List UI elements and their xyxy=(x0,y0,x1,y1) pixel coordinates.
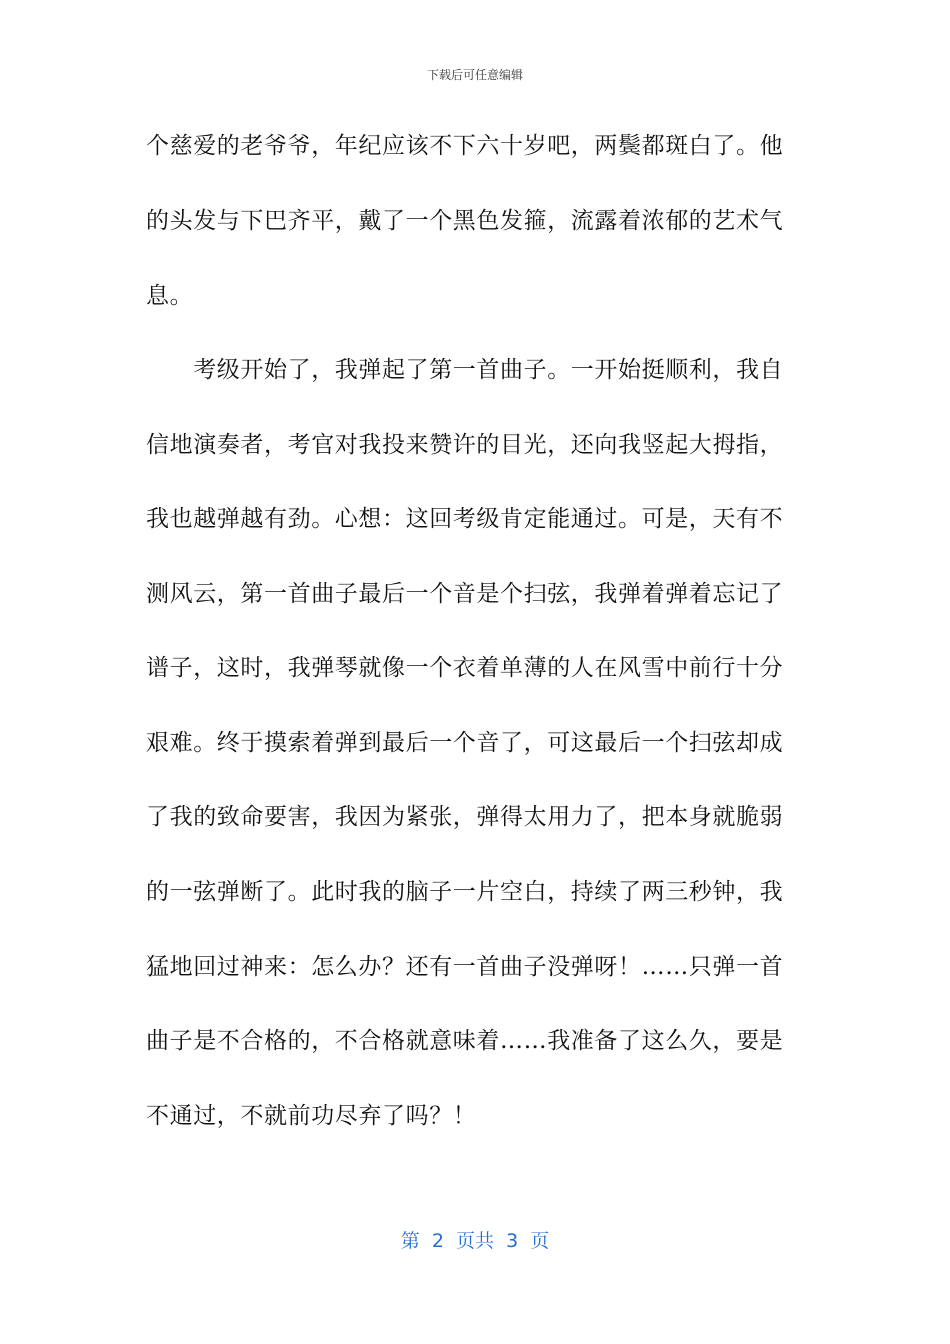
text-line: 测风云，第一首曲子最后一个音是个扫弦，我弹着弹着忘记了 xyxy=(146,581,784,607)
text-line: 息。 xyxy=(146,283,194,309)
text-line: 了我的致命要害，我因为紧张，弹得太用力了，把本身就脆弱 xyxy=(146,804,784,830)
page-header: 下载后可任意编辑 xyxy=(426,68,523,82)
text-line: 我也越弹越有劲。心想：这回考级肯定能通过。可是，天有不 xyxy=(146,506,784,532)
text-line: 曲子是不合格的，不合格就意味着……我准备了这么久，要是 xyxy=(146,1028,784,1054)
page-footer: 第 2 页共 3 页 xyxy=(400,1230,550,1252)
text-line: 艰难。终于摸索着弹到最后一个音了，可这最后一个扫弦却成 xyxy=(146,730,784,756)
text-line: 不通过，不就前功尽弃了吗？！ xyxy=(146,1103,477,1129)
text-line: 的一弦弹断了。此时我的脑子一片空白，持续了两三秒钟，我 xyxy=(146,879,784,905)
text-line: 的头发与下巴齐平，戴了一个黑色发箍，流露着浓郁的艺术气 xyxy=(146,208,784,234)
text-line: 谱子，这时，我弹琴就像一个衣着单薄的人在风雪中前行十分 xyxy=(146,655,784,681)
text-line: 个慈爱的老爷爷，年纪应该不下六十岁吧，两鬓都斑白了。他 xyxy=(146,133,784,159)
text-line: 考级开始了，我弹起了第一首曲子。一开始挺顺利，我自 xyxy=(146,357,784,383)
text-line: 信地演奏者，考官对我投来赞许的目光，还向我竖起大拇指， xyxy=(146,432,784,458)
text-line: 猛地回过神来：怎么办？还有一首曲子没弹呀！……只弹一首 xyxy=(146,954,784,980)
